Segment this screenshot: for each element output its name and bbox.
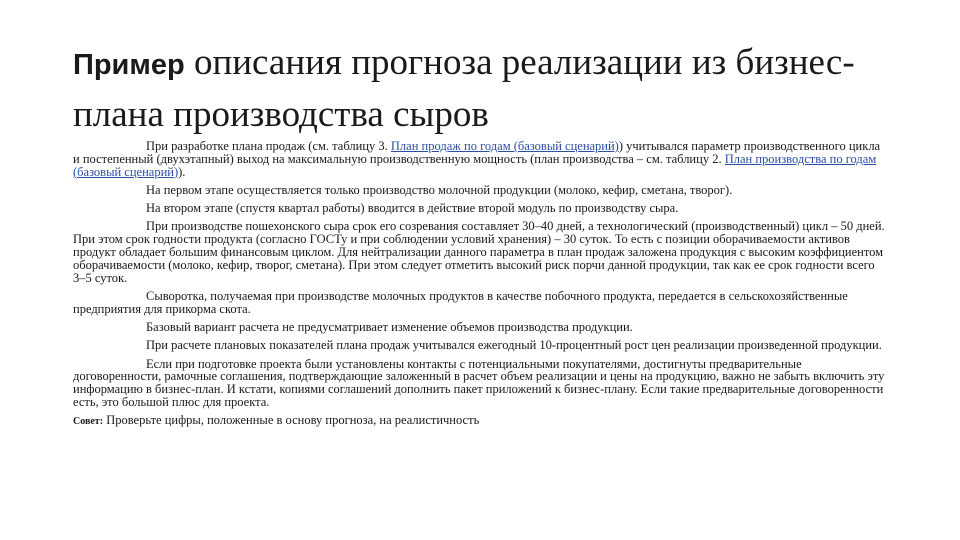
paragraph-cheese-cycle: При производстве пошехонского сыра срок его созревания составляет 30–40 дней, а технологический (производственный) цикл – 50 дней. При этом срок годности продукта (согласно ГОСТу и при соблюдении условий хранения) – 30 суток. То есть с позиции оборачиваемости активов продукт обладает большим финансовым циклом. Для нейтрализации данного параметра в план продаж заложена продукция с высоким коэффициентом оборачиваемости (молоко, кефир, творог, сметана). При этом следует отметить высокий риск порчи данной продукции, так как ее срок годности всего 3–5 суток. — [73, 219, 885, 285]
tip-label: Совет: — [73, 416, 104, 428]
tip-text: Проверьте цифры, положенные в основу прогноза, на реалистичность — [103, 413, 480, 428]
paragraph-base-case: Базовый вариант расчета не предусматривает изменение объемов производства продукции. — [146, 320, 633, 335]
paragraph-text: ) учитывался параметр производственного цикла и постепенный (двухэтапный) выход на максимальную производственную мощность (план производства – см. таблицу 2. — [73, 139, 881, 166]
paragraph-whey: Сыворотка, получаемая при производстве молочных продуктов в качестве побочного продукта, передается в сельскохозяйственные предприятия для прикорма скота. — [73, 288, 848, 316]
slide-title — [73, 38, 913, 140]
sales-plan-table-link[interactable]: План продаж по годам (базовый сценарий) — [390, 139, 619, 153]
paragraph-text: ). — [178, 164, 186, 179]
paragraph-stage-one: На первом этапе осуществляется только производство молочной продукции (молоко, кефир, сметана, творог). — [146, 182, 733, 197]
production-plan-table-link[interactable]: План производства по годам (базовый сценарий) — [73, 151, 877, 179]
paragraph-stage-two: На втором этапе (спустя квартал работы) вводится в действие второй модуль по производству сыра. — [146, 201, 679, 216]
tip-line — [73, 414, 888, 429]
paragraph-text: При разработке плана продаж (см. таблицу 3. — [146, 139, 391, 153]
paragraph-price-growth: При расчете плановых показателей плана продаж учитывался ежегодный 10-процентный рост цен реализации произведенной продукции. — [146, 338, 882, 353]
slide-title-rest: описания прогноза реализации из бизнес-плана производства сыров — [73, 42, 855, 135]
slide-title-bold: Пример — [73, 49, 185, 81]
paragraph-sales-plan — [73, 140, 888, 178]
slide-body — [73, 140, 888, 435]
paragraph-agreements: Если при подготовке проекта были установлены контакты с потенциальными покупателями, достигнуты предварительные договоренности, рамочные соглашения, подтверждающие заложенный в расчет объем реализации и цены на продукцию, важно не забыть включить эту информацию в бизнес-план. И кстати, копиями соглашений дополнить пакет приложений к бизнес-плану. Если такие предварительные договоренности есть, это большой плюс для проекта. — [73, 356, 885, 410]
